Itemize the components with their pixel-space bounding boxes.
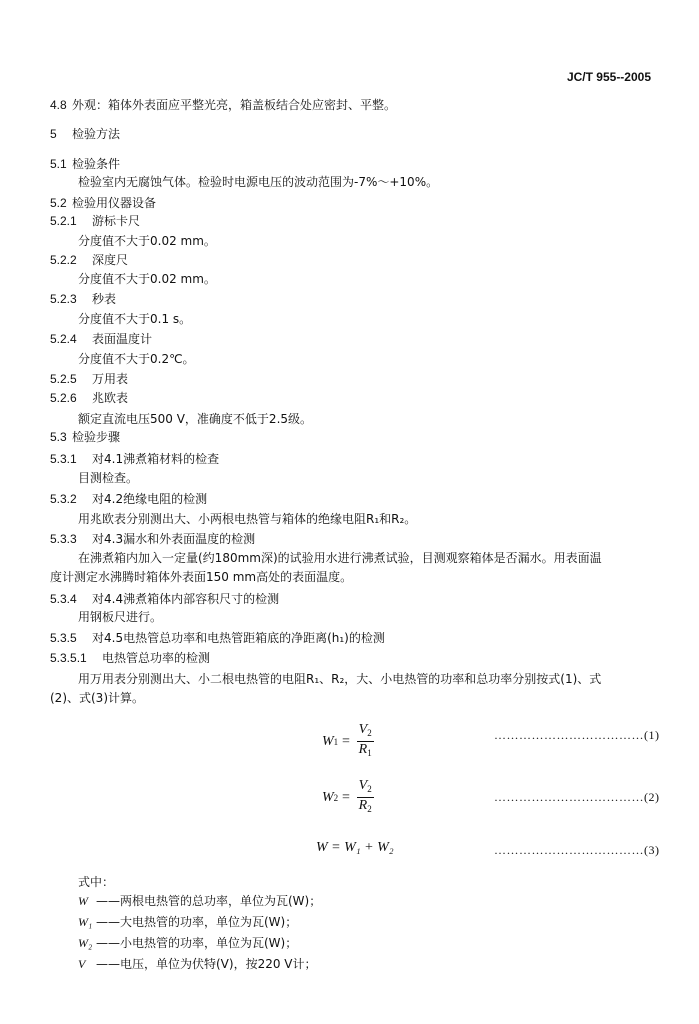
- clause-number: 5.3.5.1: [50, 651, 87, 665]
- standard-code-header: JC/T 955--2005: [566, 70, 651, 84]
- clause-heading: [50, 155, 120, 172]
- clause-heading: [50, 389, 128, 406]
- clause-text: 度计测定水沸腾时箱体外表面150 mm高处的表面温度。: [50, 570, 353, 584]
- clause-title: 秒表: [92, 292, 117, 306]
- clause-number: 5.2.3: [50, 292, 77, 306]
- symbol-definition: [78, 913, 297, 930]
- clause-heading: [50, 125, 120, 142]
- clause-title: 对4.2绝缘电阻的检测: [92, 492, 208, 506]
- formula-1: W 1 = $\frac{V_2}{R_1}$: [322, 722, 372, 758]
- clause-number: 5.2.1: [50, 214, 77, 228]
- clause-text: (2)、式(3)计算。: [50, 691, 144, 705]
- symbol-definition: [78, 934, 297, 951]
- clause-title: 深度尺: [92, 253, 129, 267]
- clause-number: 5.3.1: [50, 452, 77, 466]
- clause-heading: [50, 370, 128, 387]
- formula-3-leader: ………………………………(3): [494, 843, 660, 857]
- symbol: W: [78, 894, 88, 908]
- clause-text: 分度值不大于0.02 mm。: [78, 272, 216, 286]
- clause-number: 5.2.4: [50, 332, 77, 346]
- clause-title: 检验方法: [72, 127, 121, 141]
- clause-number: 5.3: [50, 430, 67, 444]
- clause-heading: [50, 251, 128, 268]
- clause-heading: [50, 530, 255, 547]
- clause-number: 5.3.2: [50, 492, 77, 506]
- symbol-definition: [78, 955, 317, 972]
- clause-title: 对4.5电热管总功率和电热管距箱底的净距离(h₁)的检测: [92, 631, 385, 645]
- clause-number: 4.8: [50, 98, 67, 112]
- clause-title: 电热管总功率的检测: [102, 651, 211, 665]
- clause-title: 对4.4沸煮箱体内部容积尺寸的检测: [92, 592, 280, 606]
- symbol-definition: [78, 892, 321, 909]
- clause-text: 用兆欧表分别测出大、小两根电热管与箱体的绝缘电阻R₁和R₂。: [78, 512, 417, 526]
- formula-3: W = W₁ + W₂: [316, 840, 394, 855]
- clause-title: 表面温度计: [92, 332, 153, 346]
- clause-number: 5.2.5: [50, 372, 77, 386]
- clause-heading: [50, 330, 152, 347]
- formula-2: W 2 = $\frac{V_2}{R_2}$: [322, 778, 372, 814]
- clause-title: 游标卡尺: [92, 214, 141, 228]
- clause-heading: [50, 590, 279, 607]
- clause-number: 5.1: [50, 157, 67, 171]
- clause-title: 兆欧表: [92, 391, 129, 405]
- clause-heading: [50, 194, 156, 211]
- clause-text: 检验室内无腐蚀气体。检验时电源电压的波动范围为-7%～+10%。: [78, 175, 439, 189]
- clause-text: 目测检查。: [78, 471, 139, 485]
- clause-title: 检验用仪器设备: [72, 196, 157, 210]
- clause-title: 外观：箱体外表面应平整光亮，箱盖板结合处应密封、平整。: [72, 98, 397, 112]
- formula-2-leader: ………………………………(2): [494, 790, 660, 804]
- clause-heading: [50, 649, 210, 666]
- clause-heading: [50, 490, 207, 507]
- clause-title: 万用表: [92, 372, 129, 386]
- clause-number: 5.2.6: [50, 391, 77, 405]
- clause-number: 5.2: [50, 196, 67, 210]
- clause-heading: [50, 450, 219, 467]
- clause-text: 在沸煮箱内加入一定量(约180mm深)的试验用水进行沸煮试验，目测观察箱体是否漏水。用表面温: [78, 551, 602, 565]
- symbol-description: ——大电热管的功率，单位为瓦(W)；: [96, 915, 298, 929]
- clause-text: 用万用表分别测出大、小二根电热管的电阻R₁、R₂，大、小电热管的功率和总功率分别按式(1)、式: [78, 672, 602, 686]
- clause-heading: [50, 96, 396, 113]
- where-intro: 式中：: [78, 875, 115, 889]
- clause-heading: [50, 428, 120, 445]
- clause-text: 分度值不大于0.02 mm。: [78, 234, 216, 248]
- symbol: V: [78, 957, 86, 971]
- clause-number: 5: [50, 127, 57, 141]
- clause-title: 对4.3漏水和外表面温度的检测: [92, 532, 256, 546]
- clause-number: 5.3.3: [50, 532, 77, 546]
- clause-heading: [50, 290, 116, 307]
- clause-number: 5.2.2: [50, 253, 77, 267]
- clause-text: 分度值不大于0.1 s。: [78, 312, 192, 326]
- clause-text: 分度值不大于0.2℃。: [78, 352, 195, 366]
- symbol-description: ——电压，单位为伏特(V)，按220 V计；: [96, 957, 317, 971]
- clause-number: 5.3.4: [50, 592, 77, 606]
- symbol-description: ——两根电热管的总功率，单位为瓦(W)；: [96, 894, 322, 908]
- clause-heading: [50, 629, 385, 646]
- symbol: W₁: [78, 915, 93, 929]
- clause-number: 5.3.5: [50, 631, 77, 645]
- clause-title: 检验条件: [72, 157, 121, 171]
- clause-title: 对4.1沸煮箱材料的检查: [92, 452, 220, 466]
- clause-text: 额定直流电压500 V，准确度不低于2.5级。: [78, 412, 313, 426]
- clause-heading: [50, 212, 140, 229]
- symbol: W₂: [78, 936, 93, 950]
- clause-title: 检验步骤: [72, 430, 121, 444]
- symbol-description: ——小电热管的功率，单位为瓦(W)；: [96, 936, 298, 950]
- formula-1-leader: ………………………………(1): [494, 728, 660, 742]
- clause-text: 用钢板尺进行。: [78, 610, 163, 624]
